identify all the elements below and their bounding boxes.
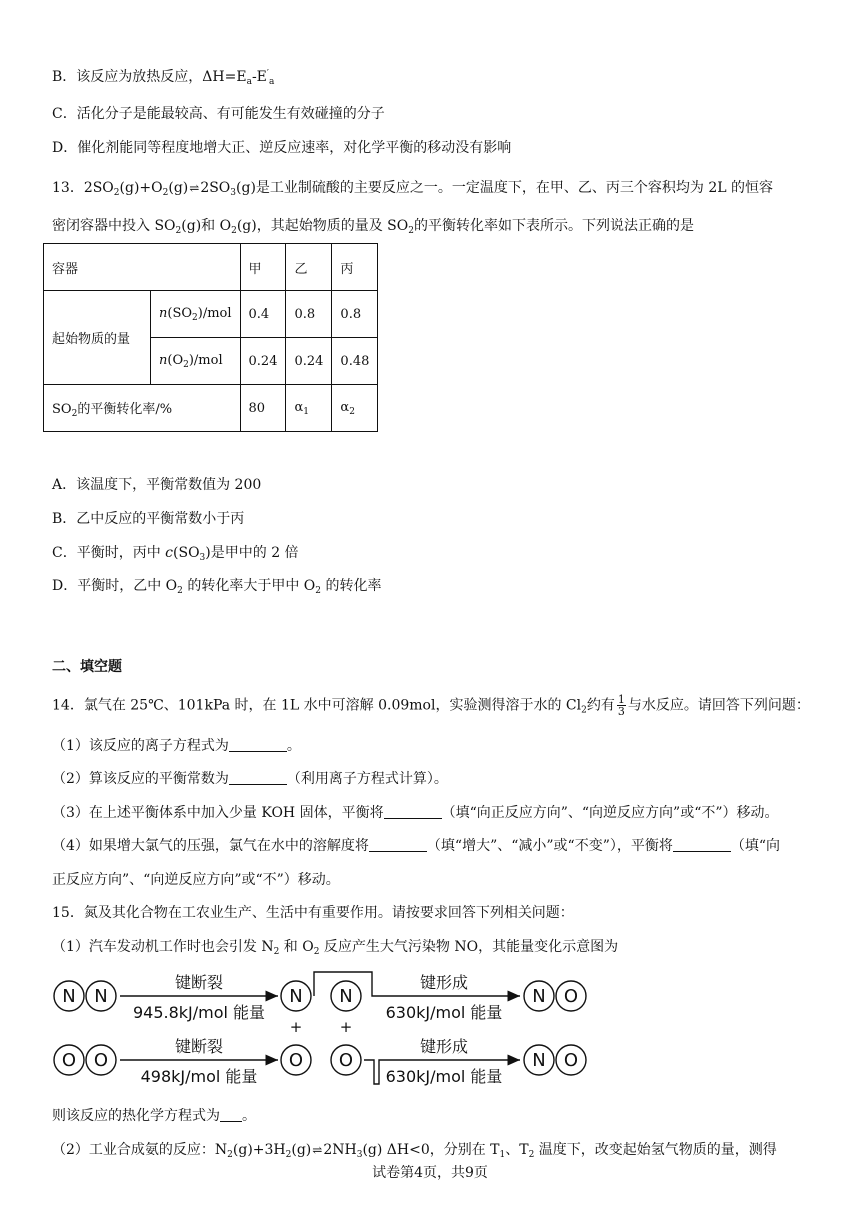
sub: 2 (231, 226, 237, 236)
sub: 2 (192, 312, 198, 323)
q14-part1 (52, 736, 301, 756)
q13-text: (g) (168, 180, 189, 196)
q15-part1 (52, 937, 618, 962)
label-text: )/mol (197, 305, 232, 321)
plus-sign: + (289, 1018, 303, 1036)
q14-text: （填“向 (730, 838, 781, 854)
q13-option-d (52, 576, 381, 601)
q13-text: (g)是工业制硫酸的主要反应之一。一定温度下，在甲、乙、丙三个容积均为 2L 的恒容 (236, 180, 774, 196)
option-text: 的转化率大于甲中 O (182, 578, 316, 594)
table-cell: 0.24 (286, 338, 332, 385)
sub: 2 (315, 586, 322, 596)
table-cell: 80 (240, 385, 286, 432)
q13-option-c (52, 543, 299, 568)
q13-text: 密闭容器中投入 SO (52, 218, 176, 234)
plus-sign: + (339, 1018, 353, 1036)
q14-stem (52, 694, 810, 721)
label-text: 的平衡转化率/% (77, 401, 173, 417)
sub: 3 (230, 188, 237, 198)
sub: 2 (273, 947, 280, 957)
atom-o: O (563, 986, 579, 1007)
option-text: D．平衡时，乙中 O (52, 578, 178, 594)
atom-n: N (289, 986, 303, 1007)
q13-stem-line1 (52, 178, 773, 203)
atom-o: O (93, 1050, 109, 1071)
atom-o: O (61, 1050, 77, 1071)
sub: 2 (162, 188, 169, 198)
q14-text: （利用离子方程式计算）。 (286, 771, 448, 787)
label-text: (SO (167, 305, 193, 321)
option-text: C．平衡时，丙中 (52, 545, 166, 561)
sub: 2 (71, 408, 78, 419)
table-row-label-start: 起始物质的量 (44, 291, 151, 385)
q13-text: 2SO (200, 180, 231, 196)
q15-text: （1）汽车发动机工作时也会引发 N (52, 939, 274, 955)
sub: 1 (303, 406, 309, 417)
q15-text: (g)+3H (232, 1142, 286, 1158)
option-text: 的转化率 (321, 578, 382, 594)
sub: 2 (175, 226, 182, 236)
q14-text: （2）算该反应的平衡常数为 (52, 771, 229, 787)
table-cell (286, 385, 332, 432)
q14-text: （填“增大”、“减小”或“不变”），平衡将 (426, 838, 673, 854)
atom-n: N (94, 986, 108, 1007)
equilibrium-arrow-icon: ⇌ (189, 181, 200, 195)
atom-o: O (563, 1050, 579, 1071)
section-title: 二、填空题 (52, 659, 122, 675)
sub: 2 (349, 406, 355, 417)
table-header-yi: 乙 (286, 244, 332, 291)
break-label: 键断裂 (174, 1037, 224, 1056)
q15-text: 和 O (279, 939, 314, 955)
option-b-text: B．该反应为放热反应，ΔH=E (52, 69, 247, 85)
answer-blank[interactable] (369, 837, 427, 852)
equilibrium-arrow-icon: ⇌ (312, 1143, 323, 1157)
alpha: α (294, 399, 304, 415)
alpha: α (340, 399, 350, 415)
answer-blank[interactable] (673, 837, 731, 852)
option-b-prev (52, 64, 274, 92)
q14-text: 约有 (586, 697, 615, 714)
q15-text: 则该反应的热化学方程式为 (52, 1108, 220, 1124)
table-row (44, 244, 378, 291)
table-label-nso2 (151, 291, 241, 338)
answer-blank[interactable] (384, 804, 442, 819)
energy-label: 498kJ/mol 能量 (140, 1067, 258, 1086)
sub: 1 (499, 1150, 506, 1160)
energy-label: 630kJ/mol 能量 (385, 1067, 503, 1086)
q14-text: 14．氯气在 25℃、101kPa 时，在 1L 水中可溶解 0.09mol，实验测得溶于水的 Cl (52, 697, 582, 714)
option-b-mid: -E (251, 69, 267, 85)
table-cell (332, 385, 378, 432)
q13-text: (g)，其起始物质的量及 SO (236, 218, 409, 234)
q15-text: 2NH (323, 1142, 357, 1158)
italic-n: n (159, 352, 168, 368)
q15-text: （2）工业合成氨的反应：N (52, 1142, 228, 1158)
q15-text: 、T (505, 1142, 529, 1158)
sub: 2 (581, 705, 587, 716)
table-header-jia: 甲 (240, 244, 286, 291)
atom-n: N (339, 986, 353, 1007)
q14-text: 。 (286, 738, 301, 754)
table-header-container: 容器 (44, 244, 241, 291)
page-footer: 试卷第4页，共9页 (372, 1165, 488, 1181)
fraction-one-third (617, 694, 626, 717)
label-text: SO (52, 401, 72, 417)
sub: 2 (177, 586, 183, 596)
sub: 2 (285, 1150, 292, 1160)
sub: 2 (408, 226, 414, 236)
q14-text: （4）如果增大氯气的压强，氯气在水中的溶解度将 (52, 838, 369, 854)
q15-text: (g) (291, 1142, 312, 1158)
option-text: (SO (173, 545, 200, 561)
q15-text: (g) ΔH<0，分别在 T (362, 1142, 500, 1158)
table-label-no2 (151, 338, 241, 385)
form-label: 键形成 (419, 973, 469, 992)
q13-data-table (43, 243, 378, 432)
atom-n: N (62, 986, 76, 1007)
q14-part2 (52, 769, 448, 789)
sub: a (246, 77, 252, 87)
sub: 3 (356, 1150, 363, 1160)
q13-text: (g)+O (119, 180, 163, 196)
answer-blank[interactable] (220, 1107, 242, 1122)
sub: 2 (113, 188, 120, 198)
form-label: 键形成 (419, 1037, 469, 1056)
table-header-bing: 丙 (332, 244, 378, 291)
table-row (44, 291, 378, 338)
q14-part3 (52, 803, 779, 823)
table-cell: 0.4 (240, 291, 286, 338)
answer-blank[interactable] (229, 737, 287, 752)
q14-text: （3）在上述平衡体系中加入少量 KOH 固体，平衡将 (52, 805, 384, 821)
answer-blank[interactable] (229, 770, 287, 785)
q13-text: 的平衡转化率如下表所示。下列说法正确的是 (413, 218, 694, 234)
sub: 2 (227, 1150, 233, 1160)
atom-o: O (288, 1050, 304, 1071)
q13-option-a: A．该温度下，平衡常数值为 200 (52, 477, 262, 493)
q15-part1-after (52, 1106, 256, 1126)
italic-c: c (165, 545, 174, 561)
italic-n: n (159, 305, 168, 321)
sub: 3 (199, 553, 206, 563)
atom-n: N (532, 1050, 546, 1071)
table-row (44, 385, 378, 432)
q15-stem: 15．氮及其化合物在工农业生产、生活中有重要作用。请按要求回答下列相关问题： (52, 905, 574, 921)
option-c-prev: C．活化分子是能最较高、有可能发生有效碰撞的分子 (52, 106, 385, 122)
q14-text: （1）该反应的离子方程式为 (52, 738, 229, 754)
frac-den: 3 (617, 705, 625, 718)
table-cell: 0.8 (286, 291, 332, 338)
sub: 2 (528, 1150, 535, 1160)
sub: a (268, 77, 275, 87)
q14-part4 (52, 836, 780, 856)
q14-text: 与水反应。请回答下列问题： (627, 697, 810, 714)
table-label-conversion (44, 385, 241, 432)
frac-num: 1 (617, 693, 625, 706)
atom-n: N (532, 986, 546, 1007)
option-text: )是甲中的 2 倍 (205, 545, 299, 561)
label-text: (O (167, 352, 184, 368)
energy-label: 630kJ/mol 能量 (385, 1003, 503, 1022)
q14-text: （填“向正反应方向”、“向逆反应方向”或“不”）移动。 (441, 805, 779, 821)
q13-text: (g)和 O (181, 218, 232, 234)
q14-part4-line2: 正反应方向”、“向逆反应方向”或“不”）移动。 (52, 872, 340, 888)
table-cell: 0.8 (332, 291, 378, 338)
label-text: )/mol (188, 352, 223, 368)
break-label: 键断裂 (174, 973, 224, 992)
option-d-prev: D．催化剂能同等程度地增大正、逆反应速率，对化学平衡的移动没有影响 (52, 140, 512, 156)
energy-label: 945.8kJ/mol 能量 (132, 1003, 266, 1022)
table-cell: 0.24 (240, 338, 286, 385)
table-cell: 0.48 (332, 338, 378, 385)
sub: 2 (313, 947, 320, 957)
q15-text: 。 (242, 1108, 256, 1124)
atom-o: O (338, 1050, 354, 1071)
q13-stem-line2 (52, 216, 694, 241)
q13-option-b: B．乙中反应的平衡常数小于丙 (52, 511, 245, 527)
q15-text: 温度下，改变起始氢气物质的量，测得 (534, 1142, 777, 1158)
sub: 2 (183, 359, 189, 370)
sup: ′ (266, 69, 269, 79)
energy-diagram (44, 966, 604, 1096)
q13-text: 13．2SO (52, 180, 114, 196)
q15-text: 反应产生大气污染物 NO，其能量变化示意图为 (319, 939, 619, 955)
